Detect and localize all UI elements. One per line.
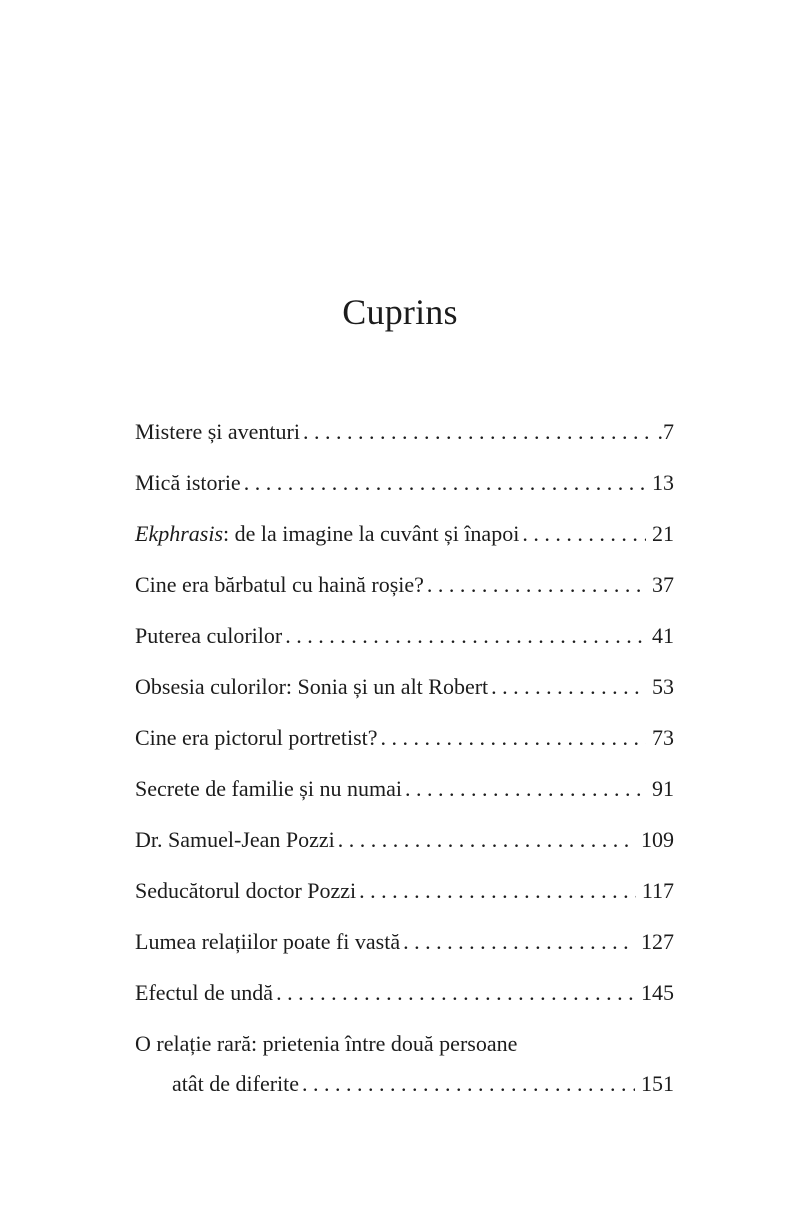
dot-leader bbox=[405, 769, 646, 809]
toc-entry bbox=[135, 667, 674, 718]
toc-entry-label bbox=[135, 514, 522, 554]
toc-entry bbox=[135, 922, 674, 973]
toc-entry-label: Secrete de familie și nu numai bbox=[135, 776, 402, 801]
toc-entry-page: 41 bbox=[652, 623, 674, 648]
dot-leader bbox=[244, 463, 646, 503]
toc-entry-page: 109 bbox=[641, 827, 674, 852]
toc-entry bbox=[135, 514, 674, 565]
dot-leader bbox=[381, 718, 646, 758]
toc-entry-label-line2: atât de diferite bbox=[172, 1071, 300, 1096]
toc-entry bbox=[135, 871, 674, 922]
toc-entry-page: 73 bbox=[652, 725, 674, 750]
toc-entry-label: Mică istorie bbox=[135, 470, 241, 495]
dot-leader bbox=[359, 871, 636, 911]
dot-leader bbox=[302, 1064, 635, 1104]
toc-entry-label-rest: : de la imagine la cuvânt și înapoi bbox=[223, 521, 520, 546]
toc-entry-label: Dr. Samuel-Jean Pozzi bbox=[135, 827, 335, 852]
toc-entry-page: 91 bbox=[652, 776, 674, 801]
toc-entry-label: Lumea relațiilor poate fi vastă bbox=[135, 929, 401, 954]
toc-entry-page: .7 bbox=[657, 419, 674, 444]
toc-entry-label: Cine era bărbatul cu haină roșie? bbox=[135, 572, 424, 597]
toc-entry-page: 37 bbox=[652, 572, 674, 597]
toc-entry-label: Mistere și aventuri bbox=[135, 419, 300, 444]
toc-entry-page: 127 bbox=[641, 929, 674, 954]
toc-entry-page: 13 bbox=[652, 470, 674, 495]
toc-entry bbox=[135, 616, 674, 667]
toc-entry bbox=[135, 565, 674, 616]
toc-entry-page: 117 bbox=[641, 878, 674, 903]
toc-entry-label: Obsesia culorilor: Sonia și un alt Robert bbox=[135, 674, 489, 699]
toc-entry-page: 145 bbox=[641, 980, 674, 1005]
toc-entry-multiline bbox=[135, 1024, 674, 1104]
dot-leader bbox=[276, 973, 635, 1013]
toc-entry-page: 53 bbox=[652, 674, 674, 699]
toc-entry bbox=[135, 973, 674, 1024]
toc-entry bbox=[135, 412, 674, 463]
toc-entry-label: Efectul de undă bbox=[135, 980, 274, 1005]
table-of-contents bbox=[135, 412, 674, 1104]
toc-entry-label-italic: Ekphrasis bbox=[135, 521, 223, 546]
toc-entry-label: Seducătorul doctor Pozzi bbox=[135, 878, 357, 903]
toc-entry bbox=[135, 718, 674, 769]
page-title: Cuprins bbox=[342, 292, 458, 332]
toc-entry bbox=[135, 463, 674, 514]
dot-leader bbox=[403, 922, 635, 962]
toc-entry-label: Cine era pictorul portretist? bbox=[135, 725, 378, 750]
dot-leader bbox=[427, 565, 646, 605]
toc-entry-label-line1: O relație rară: prietenia între două persoane bbox=[135, 1031, 518, 1056]
toc-entry-page: 151 bbox=[641, 1071, 674, 1096]
dot-leader bbox=[303, 412, 652, 452]
toc-entry-page: 21 bbox=[652, 521, 674, 546]
dot-leader bbox=[338, 820, 635, 860]
dot-leader bbox=[522, 514, 646, 554]
toc-entry bbox=[135, 820, 674, 871]
toc-entry bbox=[135, 769, 674, 820]
dot-leader bbox=[491, 667, 646, 707]
dot-leader bbox=[285, 616, 646, 656]
toc-entry-label: Puterea culorilor bbox=[135, 623, 283, 648]
